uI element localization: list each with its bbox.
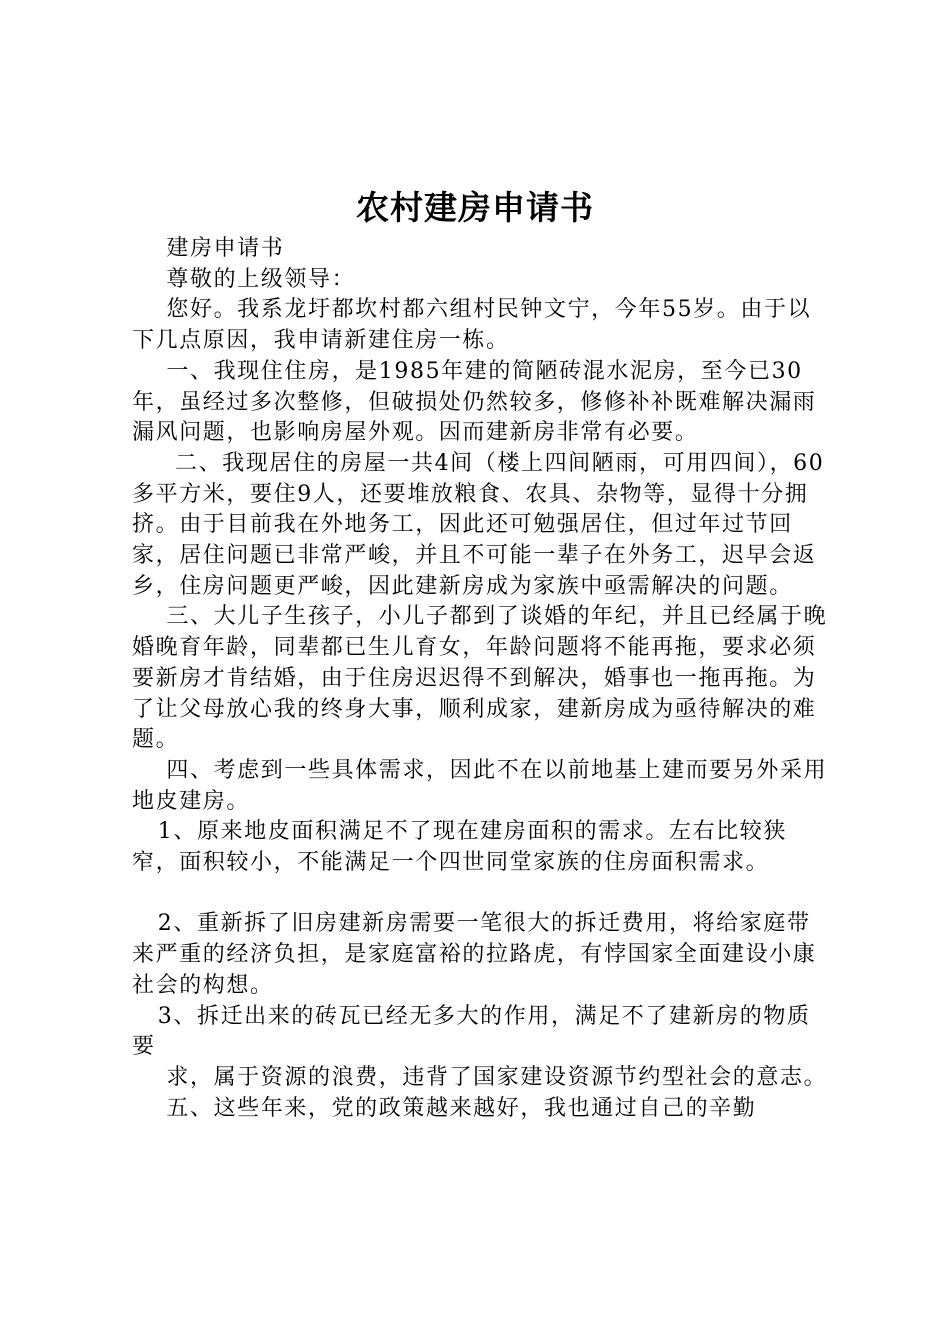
paragraph-sub-3-cont: 求，属于资源的浪费，违背了国家建设资源节约型社会的意志。 [132,1064,828,1090]
heading-line: 建房申请书 [132,236,285,261]
paragraph-reason-3: 三、大儿子生孩子，小儿子都到了谈婚的年纪，并且已经属于晚婚晚育年龄，同辈都已生儿育女，年龄问题将不能再拖，要求必须要新房才肯结婚，由于住房迟迟得不到解决，婚事也一拖再拖。为了让父母放心我的终身大事，顺利成家，建新房成为亟待解决的难题。 [132,604,828,753]
blank-line [132,879,832,910]
paragraph-intro: 您好。我系龙圩都坎村都六组村民钟文宁，今年55岁。由于以下几点原因，我申请新建住房一栋。 [132,297,812,354]
paragraph-sub-2: 2、重新拆了旧房建新房需要一笔很大的拆迁费用，将给家庭带来严重的经济负担，是家庭富裕的拉路虎，有悖国家全面建设小康社会的构想。 [132,911,817,998]
salutation: 尊敬的上级领导： [132,266,356,292]
document-body [132,234,832,1124]
paragraph-sub-3: 3、拆迁出来的砖瓦已经无多大的作用，满足不了建新房的物质要 [132,1003,811,1060]
paragraph-reason-5: 五、这些年来，党的政策越来越好，我也通过自己的辛勤 [132,1095,757,1121]
paragraph-reason-4: 四、考虑到一些具体需求，因此不在以前地基上建而要另外采用地皮建房。 [132,757,828,814]
paragraph-reason-2: 二、我现居住的房屋一共4间（楼上四间陋雨，可用四间），60多平方米，要住9人，还要堆放粮食、农具、杂物等，显得十分拥挤。由于目前我在外地务工，因此还可勉强居住，但过年过节回家，居住问题已非常严峻，并且不可能一辈子在外务工，迟早会返乡，住房问题更严峻，因此建新房成为家族中亟需解决的问题。 [132,450,825,599]
document-title: 农村建房申请书 [356,188,594,227]
paragraph-sub-1: 1、原来地皮面积满足不了现在建房面积的需求。左右比较狭窄，面积较小，不能满足一个四世同堂家族的住房面积需求。 [132,819,787,876]
paragraph-reason-1: 一、我现住住房，是1985年建的简陋砖混水泥房，至今已30年，虽经过多次整修，但破损处仍然较多，修修补补既难解决漏雨漏风问题，也影响房屋外观。因而建新房非常有必要。 [132,358,817,446]
